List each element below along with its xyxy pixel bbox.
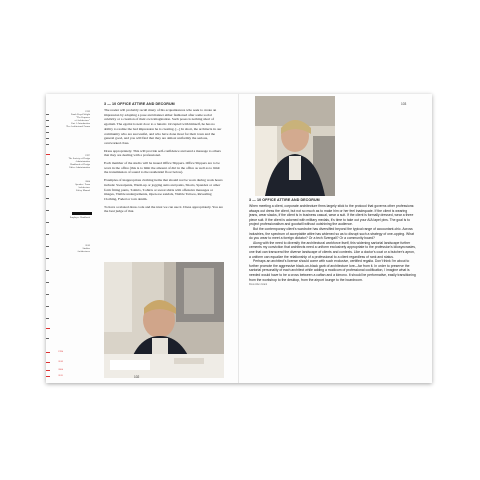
photo-architect-portrait xyxy=(255,96,335,196)
photo-image xyxy=(255,96,335,196)
paragraph: Perhaps an architect's license should come with such exclusive, certified regalia. Don't think I'm about to further promote the aggressive black-on-black garb of architecture lore—far from it. In order to preserve the sartorial personality of each architect while adding a modicum of professional codification, I imagine what is needed would have to be a cross between a caftan and a kimono. It should be performative, easily transitioning from the workshop to the desktop, from the airport lounge to the boardroom. xyxy=(249,259,416,282)
tick xyxy=(46,120,49,121)
tick xyxy=(46,198,49,199)
paragraph: When meeting a client, corporate architecture firms largely stick to the protocol that governs other professions: always out dress the client, but not so much as to make him or her feel inadequate. If the client is wearing jeans, wear slacks, if the client is in business casual, wear a suit. If the client is formally dressed, wear a three piece suit. If the client is adorned with military medals, it's time to take out your AIA lapel pins. The goal is to project professionalism and goodwill without outshining the audience. xyxy=(249,204,415,227)
tick xyxy=(46,246,49,247)
tick xyxy=(46,132,49,133)
margin-note: Employee Handbook xyxy=(69,216,90,219)
tick xyxy=(46,164,49,165)
tick-red xyxy=(46,328,50,329)
tick xyxy=(46,318,49,319)
photo-image xyxy=(104,262,224,378)
tick-red xyxy=(46,352,50,353)
book-spread xyxy=(46,94,432,383)
tick xyxy=(46,294,49,295)
paragraph: Each member of the studio will be issued Office Slippers. Office Slippers are to be worn in the office (this is to limit the amount of dirt in the office as well as to limit the transmission of sound to the residential floor below). xyxy=(104,161,220,175)
paragraph: But the contemporary client's wardrobe has diversified beyond the typical range of accountant-chic. Across industries, the spectrum of acceptable attire has widened so as to disrupt such a strategy of one-upping. What do you wear to meet a foreign dictator? Or a tech Svengali? Or a community board? xyxy=(249,226,414,241)
margin-note: 1997 The Society of Design Administration Handbook of Design Office Administration xyxy=(68,154,90,169)
redaction-bar xyxy=(72,212,92,215)
tick-red xyxy=(46,154,50,155)
page-number: 102 xyxy=(134,375,140,379)
tick xyxy=(46,306,49,307)
tick-red xyxy=(46,376,50,377)
left-page xyxy=(46,94,239,383)
paragraph: Dress appropriately. This will provide self-confidence and send a message to others that they are dealing with a professional. xyxy=(104,148,221,158)
tick xyxy=(46,270,49,271)
tick xyxy=(46,258,49,259)
tick xyxy=(46,174,49,175)
paragraph: The reader will probably recall many of his acquaintances who seek to create an impression by adopting a pose and manner either fashioned after some social celebrity or a creation of their own imagination. Such poses is nothing short of egotism. The egotist is next door to a lunatic. Occupied with himself, he has no ability to realize the bad impression he is creating. [...] In short, the architects in our community who are successful, and who have done most for their town and the general good, and you will find that they are almost uniformly the serious, overworked class. xyxy=(104,108,222,145)
paragraph: To have a relaxed dress code and the trust we can use it. Dress appropriately. You are the best judge of that. xyxy=(104,204,223,214)
tick-label: 2016 xyxy=(58,360,63,363)
tick-red xyxy=(46,362,50,363)
tick xyxy=(46,114,49,115)
page-number: 103 xyxy=(401,102,407,106)
tick-label: 2004 xyxy=(58,368,63,371)
tick-label: 2015 xyxy=(58,374,63,377)
tick xyxy=(46,144,49,145)
margin-note: 2004 Speaker / Form Architecture Policy Manual xyxy=(75,180,90,192)
footnote: Drew Allen Grant xyxy=(249,283,268,287)
paragraph: Examples of inappropriate clothing items that should not be worn during work hours include: Sweatpants, Warm-up or jogging suits and pants, Shorts, Spandex or other form fitting pants, T-shirts, T-shirts or sweat shirts with offensive messages or images, Visible undergarments, Open-toe sandals, Visible Tattoos, Revealing Clothing, Faded or torn denim. xyxy=(104,178,223,201)
body-text xyxy=(104,108,224,217)
paragraph: Along with the need to diversify the architectural workforce itself, this widening sartorial landscape further cements my conviction that architects need a uniform exclusively appropriate to the profession's idiosyncrasies, one that can transcend the diverse landscape of clients and contexts. Like a doctor's coat or a butcher's apron, a uniform can equalize the relationship of a professional to a client regardless of rank and status. xyxy=(249,240,416,259)
tick xyxy=(46,186,49,187)
tick-red xyxy=(46,370,50,371)
tick xyxy=(46,210,49,211)
tick xyxy=(46,234,49,235)
tick xyxy=(46,338,49,339)
page-header: 3 — 10 OFFICE ATTIRE AND DECORUM xyxy=(104,102,175,106)
photo-architect-at-desk xyxy=(104,262,224,378)
body-text xyxy=(249,204,417,288)
right-page xyxy=(239,94,432,383)
margin-note: 1939 Frank Lloyd Wright "The Purposes of Architecture" Part 1: Introduction The Architectural Forum xyxy=(66,110,90,128)
tick xyxy=(46,138,49,139)
margin-note: 2016 Studioo Architectures xyxy=(77,244,90,253)
tick xyxy=(46,222,49,223)
tick xyxy=(46,282,49,283)
tick xyxy=(46,126,49,127)
page-header: 3 — 10 OFFICE ATTIRE AND DECORUM xyxy=(249,198,320,202)
tick-label: 1994 xyxy=(58,350,63,353)
timeline-ticks xyxy=(46,94,50,383)
